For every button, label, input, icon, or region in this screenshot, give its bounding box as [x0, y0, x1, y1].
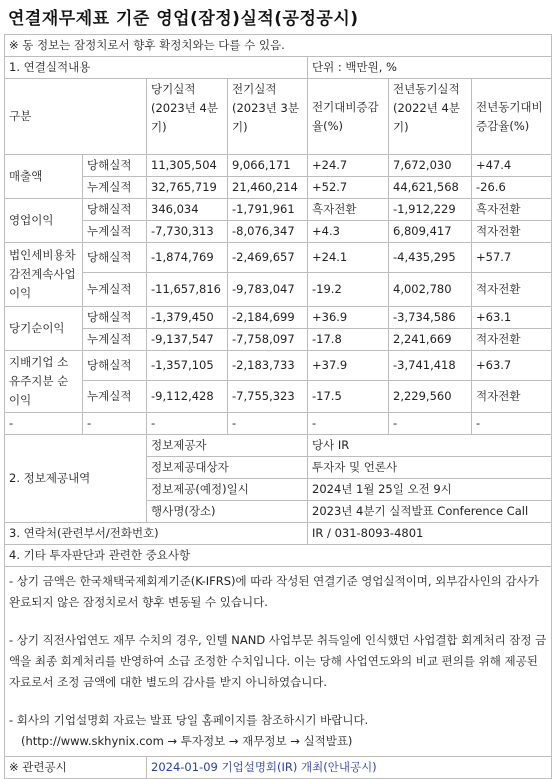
cell-prior-year: 2,241,669: [389, 329, 472, 351]
info-key: 정보제공(예정)일시: [147, 479, 308, 501]
row-type: 누계실적: [83, 221, 147, 243]
dash-cell: -: [389, 413, 472, 435]
cell-qoq: 흑자전환: [308, 199, 389, 221]
cell-prior-year: -4,435,295: [389, 243, 472, 273]
note-paragraph: - 상기 금액은 한국채택국제회계기준(K-IFRS)에 따라 작성된 연결기준 영업실적이며, 외부감사인의 감사가 완료되지 않은 잠정치로서 향후 변동될 수 있습니다.: [9, 574, 539, 609]
unit-label: 단위 : 백만원, %: [308, 57, 552, 79]
header-category: 구분: [5, 79, 147, 155]
cell-qoq: -19.2: [308, 273, 389, 307]
row-type: 당해실적: [83, 351, 147, 381]
cell-current: 346,034: [147, 199, 228, 221]
header-prior-year: 전년동기실적 (2022년 4분기): [389, 79, 472, 155]
cell-current: -11,657,816: [147, 273, 228, 307]
dash-cell: -: [5, 413, 83, 435]
table-row: [5, 329, 552, 351]
cell-current: -9,137,547: [147, 329, 228, 351]
cell-prior-year: -1,912,229: [389, 199, 472, 221]
cell-qoq: +4.3: [308, 221, 389, 243]
cell-current: -1,357,105: [147, 351, 228, 381]
row-item-label: 당기순이익: [5, 307, 83, 351]
row-type: 당해실적: [83, 199, 147, 221]
empty-row: [5, 413, 552, 435]
info-value: 2023년 4분기 실적발표 Conference Call: [308, 501, 552, 523]
cell-qoq: +52.7: [308, 177, 389, 199]
cell-previous: -1,791,961: [228, 199, 308, 221]
cell-previous: -7,758,097: [228, 329, 308, 351]
homepage-path: (http://www.skhynix.com → 투자정보 → 재무정보 → 실적발표): [21, 734, 353, 748]
page-title: 연결재무제표 기준 영업(잠정)실적(공정공시): [8, 9, 359, 29]
cell-previous: -2,184,699: [228, 307, 308, 329]
related-label: ※ 관련공시: [5, 757, 147, 779]
dash-cell: -: [308, 413, 389, 435]
cell-qoq: +24.7: [308, 155, 389, 177]
table-row: [5, 243, 552, 273]
cell-prior-year: -3,741,418: [389, 351, 472, 381]
info-key: 정보제공대상자: [147, 457, 308, 479]
row-type: 당해실적: [83, 243, 147, 273]
cell-yoy: +57.7: [472, 243, 552, 273]
cell-qoq: -17.5: [308, 381, 389, 413]
table-row: [5, 307, 552, 329]
cell-current: -1,874,769: [147, 243, 228, 273]
row-type: 당해실적: [83, 155, 147, 177]
cell-yoy: +47.4: [472, 155, 552, 177]
row-type: 누계실적: [83, 177, 147, 199]
table-row: [5, 273, 552, 307]
cell-prior-year: -3,734,586: [389, 307, 472, 329]
notes-cell: [5, 567, 552, 757]
cell-yoy: 적자전환: [472, 329, 552, 351]
note-paragraph: - 회사의 기업설명회 자료는 발표 당일 홈페이지를 참조하시기 바랍니다.: [9, 713, 369, 727]
section1-label: 1. 연결실적내용: [5, 57, 308, 79]
table-row: [5, 177, 552, 199]
header-yoy: 전년동기대비증감율(%): [472, 79, 552, 155]
cell-previous: -7,755,323: [228, 381, 308, 413]
row-type: 누계실적: [83, 273, 147, 307]
row-type: 누계실적: [83, 381, 147, 413]
dash-cell: -: [228, 413, 308, 435]
header-qoq: 전기대비증감율(%): [308, 79, 389, 155]
table-row: [5, 155, 552, 177]
section3-label: 3. 연락처(관련부서/전화번호): [5, 523, 308, 545]
row-type: 당해실적: [83, 307, 147, 329]
cell-qoq: +24.1: [308, 243, 389, 273]
related-disclosure-link[interactable]: [147, 757, 552, 779]
info-key: 행사명(장소): [147, 501, 308, 523]
disclosure-table: [4, 34, 552, 779]
cell-prior-year: 44,621,568: [389, 177, 472, 199]
cell-prior-year: 6,809,417: [389, 221, 472, 243]
cell-qoq: -17.8: [308, 329, 389, 351]
contact-value: IR / 031-8093-4801: [308, 523, 552, 545]
section2-label: 2. 정보제공내역: [5, 435, 147, 523]
cell-current: 11,305,504: [147, 155, 228, 177]
cell-current: 32,765,719: [147, 177, 228, 199]
cell-previous: -2,183,733: [228, 351, 308, 381]
cell-yoy: +63.1: [472, 307, 552, 329]
table-row: [5, 351, 552, 381]
related-link-text[interactable]: 2024-01-09 기업설명회(IR) 개최(안내공시): [151, 760, 377, 774]
table-row: [5, 381, 552, 413]
table-row: [5, 199, 552, 221]
cell-prior-year: 7,672,030: [389, 155, 472, 177]
cell-current: -9,112,428: [147, 381, 228, 413]
cell-previous: -8,076,347: [228, 221, 308, 243]
dash-cell: -: [147, 413, 228, 435]
notice-row: ※ 동 정보는 잠정치로서 향후 확정치와는 다를 수 있음.: [5, 35, 552, 57]
cell-previous: 21,460,214: [228, 177, 308, 199]
info-key: 정보제공자: [147, 435, 308, 457]
cell-yoy: 흑자전환: [472, 199, 552, 221]
row-item-label: 매출액: [5, 155, 83, 199]
table-row: [5, 221, 552, 243]
section4-label: 4. 기타 투자판단과 관련한 중요사항: [5, 545, 552, 567]
cell-yoy: +63.7: [472, 351, 552, 381]
info-value: 당사 IR: [308, 435, 552, 457]
dash-cell: -: [83, 413, 147, 435]
row-item-label: 지배기업 소유주지분 순이익: [5, 351, 83, 413]
cell-previous: -2,469,657: [228, 243, 308, 273]
cell-qoq: +36.9: [308, 307, 389, 329]
row-type: 누계실적: [83, 329, 147, 351]
dash-cell: -: [472, 413, 552, 435]
info-value: 투자자 및 언론사: [308, 457, 552, 479]
cell-yoy: 적자전환: [472, 221, 552, 243]
cell-current: -7,730,313: [147, 221, 228, 243]
cell-yoy: 적자전환: [472, 273, 552, 307]
cell-previous: 9,066,171: [228, 155, 308, 177]
cell-yoy: 적자전환: [472, 381, 552, 413]
row-item-label: 법인세비용차감전계속사업이익: [5, 243, 83, 307]
cell-current: -1,379,450: [147, 307, 228, 329]
cell-previous: -9,783,047: [228, 273, 308, 307]
note-paragraph: - 상기 직전사업연도 재무 수치의 경우, 인텔 NAND 사업부문 취득일에 인식했던 사업결합 회계처리 잠정 금액을 최종 회계처리를 반영하여 소급 조정한 수치입니다. 이는 당해 사업연도와의 비교 편의를 위해 제공된 자료로서 조정 금액에 대한 별도의 감사를 받지 아니하였습니다.: [9, 633, 547, 689]
cell-yoy: -26.6: [472, 177, 552, 199]
info-value: 2024년 1월 25일 오전 9시: [308, 479, 552, 501]
header-previous: 전기실적 (2023년 3분기): [228, 79, 308, 155]
cell-qoq: +37.9: [308, 351, 389, 381]
row-item-label: 영업이익: [5, 199, 83, 243]
cell-prior-year: 2,229,560: [389, 381, 472, 413]
cell-prior-year: 4,002,780: [389, 273, 472, 307]
header-current: 당기실적 (2023년 4분기): [147, 79, 228, 155]
